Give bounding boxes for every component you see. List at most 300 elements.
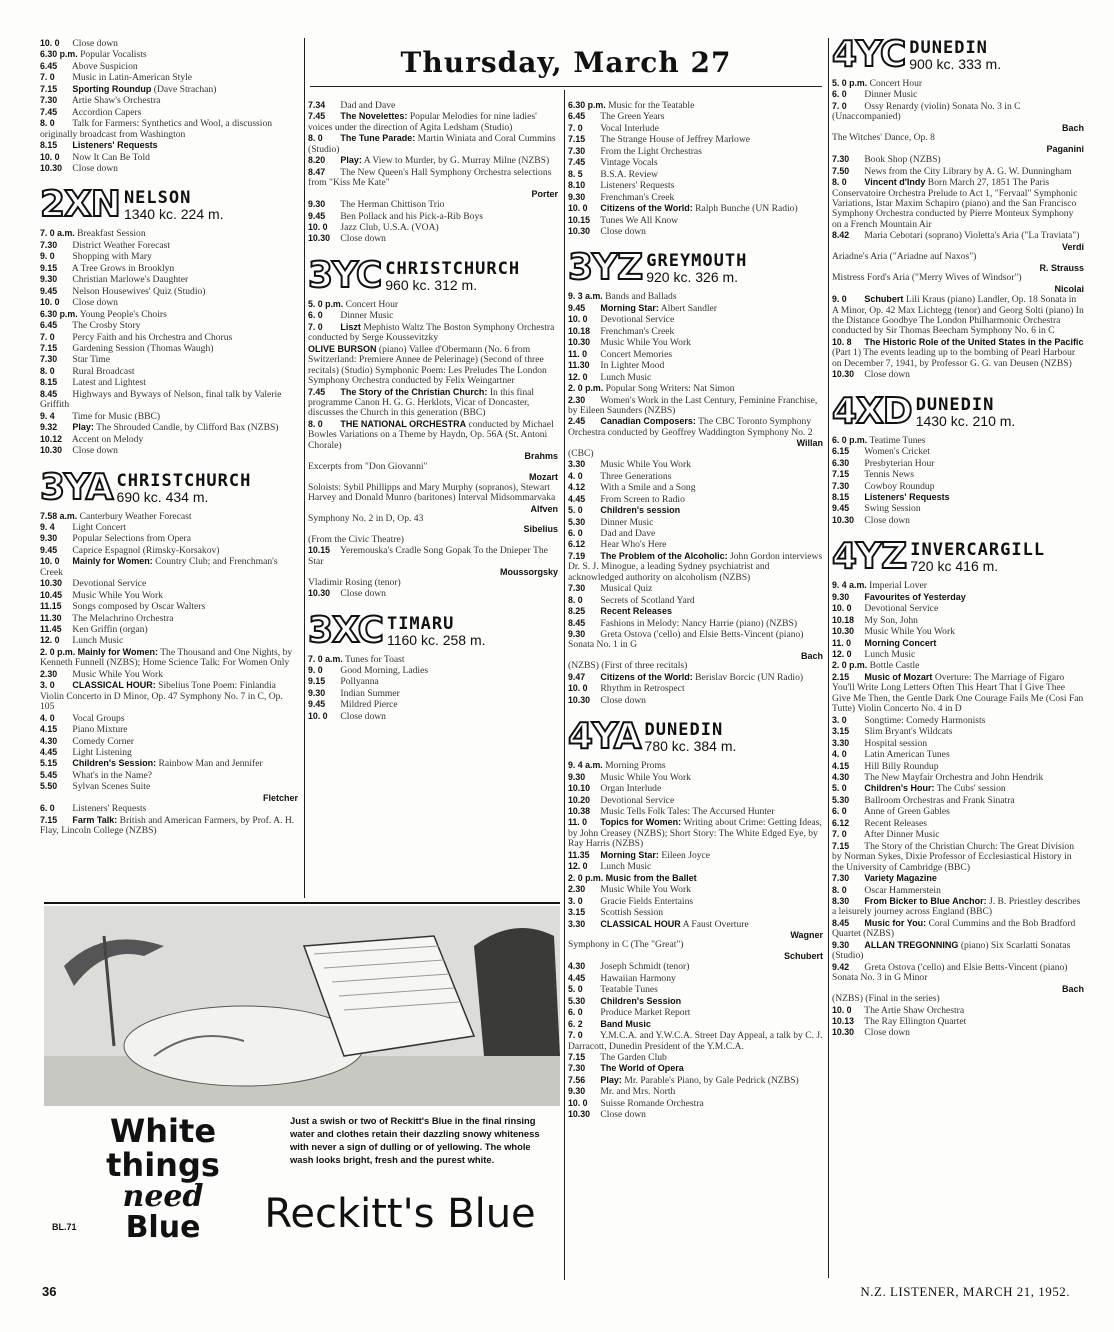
station-callsign: 3YZ [568,247,643,289]
program-entry [308,344,558,387]
program-time: 6. 0 p.m. [832,434,868,445]
program-title: Close down [72,38,118,49]
program-time: 9.45 [308,699,326,710]
station-header-3xc [308,609,558,651]
program-highlight: Morning Star: [600,849,659,860]
program-time: 9.30 [568,1086,586,1097]
program-title: Maria Cebotari (soprano) Violetta's Aria ("La Traviata") [864,230,1080,242]
program-entry [308,322,558,344]
program-title: Music While You Work [600,771,691,783]
station-header-4ya [568,716,823,758]
station-header-4yz [832,536,1084,578]
program-entry [568,783,823,794]
program-title: Time for Music (BBC) [72,410,161,422]
reckitts-blue-advertisement [44,902,560,1240]
program-time: 8.30 [832,896,850,906]
program-title: Eileen Joyce [661,849,711,861]
program-entry [568,919,823,941]
program-time: 5.30 [568,516,586,527]
program-entry [568,1007,823,1018]
program-title: The Crosby Story [72,320,141,332]
program-title: Music for the Teatable [608,100,695,111]
program-time: 12. 0 [568,371,588,382]
program-title: A Faust Overture [682,918,749,930]
station-callsign: 3YC [308,254,382,296]
program-entry [568,303,823,314]
program-time: 7.58 a.m. [40,510,78,521]
program-title: The Strange House of Jeffrey Marlowe [600,134,751,146]
program-title: Lunch Music [72,635,124,647]
program-highlight: The World of Opera [600,1063,684,1074]
program-time: 10.30 [832,514,855,525]
station-frequency: 900 kc. 333 m. [909,56,1002,72]
program-title: (piano) Six Scarlatti Sonatas (Studio) [832,939,1071,962]
program-entry [568,672,823,683]
program-entry [832,1005,1084,1016]
program-title: Star Time [72,354,110,366]
station-city: DUNEDIN [915,394,995,415]
program-entry [40,389,298,411]
program-time: 10. 0 [832,603,852,614]
program-time: 10. 0 [832,1004,852,1015]
program-entry [568,291,823,302]
program-time: 6. 0 [832,806,847,817]
ad-headline-line: Blue [125,1210,201,1240]
program-time: 8.15 [40,377,58,388]
program-time: 8.45 [40,388,58,399]
program-title: Mephisto Waltz The Boston Symphony Orchestra conducted by Serge Koussevitzky [308,321,555,344]
program-entry [568,896,823,907]
program-highlight: Variety Magazine [864,873,937,884]
ad-illustration [44,906,560,1106]
program-entry [568,169,823,180]
program-entry [832,660,1084,671]
program-entry [568,482,823,493]
program-entry [568,123,823,134]
program-entry [40,669,298,680]
program-entry [832,638,1084,649]
program-time: 7.30 [568,583,586,594]
program-highlight: Play: [340,155,362,166]
program-title: Listeners' Requests [600,180,675,192]
column-divider [828,38,829,1278]
program-time: 5. 0 [568,984,583,995]
composer-credit: Bach [1061,122,1084,133]
program-title: Albert Sandler [660,302,717,314]
program-entry [40,377,298,388]
program-title: Christian Marlowe's Daughter [72,274,189,286]
program-title: Music While You Work [600,337,691,349]
program-title: Symphony No. 2 in D, Op. 43 [308,512,424,524]
program-title: The Ray Ellington Quartet [864,1015,967,1027]
program-title: Recent Releases [864,817,928,829]
program-title: Symphony in C (The "Great") [568,939,684,951]
program-title: Morning Proms [605,760,666,772]
program-entry [308,155,558,166]
program-title: The CBC Toronto Symphony Orchestra conducted by Geoffrey Waddington Symphony No. 2 [568,416,813,438]
program-title: Martin Winiata and Coral Cummins (Studio) [308,133,556,155]
program-title: (Part 1) The events leading up to the bombing of Pearl Harbour on December 7, 1941, by Professor G. G. van Deusen (NZBS) [832,347,1076,369]
program-title: Presbyterian Hour [864,457,935,469]
program-title: Latest and Lightest [72,377,146,389]
program-title: Gardening Session (Thomas Waugh) [72,342,214,354]
program-entry [568,146,823,157]
program-title: Devotional Service [600,794,675,806]
ad-photograph [44,906,560,1106]
program-list [40,38,298,174]
composer-credit: Schubert [783,950,823,961]
program-entry [568,349,823,360]
program-title: Hear Who's Here [600,539,667,551]
program-entry [40,72,298,83]
program-entry [832,580,1084,591]
program-entry [832,649,1084,660]
program-list [568,100,823,237]
program-time: 10.30 [568,694,591,705]
program-title: Secrets of Scotland Yard [600,594,695,606]
program-entry [40,680,298,712]
program-entry [568,505,823,516]
program-time: 6.12 [568,539,586,550]
program-entry [832,515,1084,526]
program-entry [40,343,298,354]
composer-credit: R. Strauss [1039,262,1084,273]
program-time: 2. 0 p.m. [568,383,604,394]
program-title: Ralph Bunche (UN Radio) [695,203,798,215]
program-time: 10.30 [40,578,63,589]
program-time: 7.50 [832,165,850,176]
program-highlight: Topics for Women: [600,817,682,828]
program-entry [832,885,1084,896]
program-title: Lunch Music [600,371,652,383]
program-time: 11. 0 [568,348,588,359]
program-entry [40,84,298,95]
ad-brand-name: Reckitt's Blue [264,1191,536,1237]
program-entry [40,309,298,320]
program-title: The Cubs' session [936,783,1006,795]
composer-credit: Paganini [1046,143,1084,154]
station-frequency: 920 kc. 326 m. [646,269,739,286]
program-entry [568,817,823,849]
column-divider [304,38,305,898]
program-entry [568,1075,823,1086]
program-title: Frenchman's Creek [600,191,675,203]
program-time: 10. 0 [40,297,60,308]
station-header-4xd [832,390,1084,432]
composer-credit: Wagner [790,930,823,940]
program-list [832,435,1084,527]
program-highlight: Listeners' Requests [864,491,950,502]
program-title: Popular Selections from Opera [72,533,191,545]
program-time: 4. 0 [40,712,55,723]
program-title: Women's Work in the Last Century, Feminine Franchise, by Eileen Saunders (NZBS) [568,394,818,416]
program-title: Organ Interlude [600,783,662,795]
program-entry [40,578,298,589]
program-entry [308,299,558,310]
program-title: B.S.A. Review [600,168,658,180]
program-title: The Story of the Christian Church: The Great Division by Norman Sykes, Dixie Professor of Ecclesiastical History in the University of Cambridge (BBC) [832,840,1075,873]
program-title: Close down [340,233,386,245]
program-entry [308,111,558,133]
program-time: 10.13 [832,1015,855,1026]
program-highlight: Sporting Roundup [72,83,152,94]
program-time: 8. 0 [832,177,847,188]
program-title: Swing Session [864,503,921,515]
program-time: 9. 4 a.m. [568,760,603,771]
program-time: 8. 0 [308,418,323,429]
program-title: Vladimir Rosing (tenor) [308,576,401,588]
program-highlight: Favourites of Yesterday [864,591,966,602]
program-title: Close down [72,297,118,309]
program-highlight: From Bicker to Blue Anchor: [864,896,987,906]
program-title: Rainbow Man and Jennifer [158,758,263,770]
program-time: 6. 0 [308,310,323,321]
program-entry [40,163,298,174]
program-entry [832,726,1084,737]
program-title: A View to Murder, by G. Murray Milne (NZBS) [363,155,550,167]
program-highlight: The Tune Parade: [340,133,416,144]
program-entry [568,940,823,961]
program-title: Cowboy Roundup [864,480,935,492]
program-entry [832,133,1084,154]
program-entry [568,337,823,348]
program-title: Caprice Espagnol (Rimsky-Korsakov) [72,544,220,556]
program-entry [568,459,823,470]
program-entry [568,661,823,671]
program-title: Devotional Service [72,578,147,590]
program-title: Imperial Lover [869,580,927,592]
program-entry [40,320,298,331]
program-entry [568,595,823,606]
program-time: 7.30 [40,354,58,365]
program-list [832,580,1084,1039]
program-time: 10.38 [568,806,591,817]
program-entry [568,215,823,226]
station-frequency: 720 kc 416 m. [910,558,999,575]
program-time: 9.30 [568,191,586,202]
program-highlight: Citizens of the World: [600,203,693,214]
program-entry [568,192,823,203]
program-time: 4.45 [568,972,586,983]
program-entry [832,273,1084,294]
station-city: TIMARU [386,613,455,634]
program-entry [40,118,298,140]
program-time: 6.15 [832,446,850,457]
program-time: 3. 0 [832,714,847,725]
program-highlight: Band Music [600,1018,651,1029]
program-title: Lunch Music [600,861,652,873]
program-title: Teatable Tunes [600,984,658,996]
station-frequency: 1160 kc. 258 m. [386,631,486,648]
program-time: 10. 0 [308,221,328,232]
program-entry [568,449,823,459]
program-highlight: ALLAN TREGONNING [864,939,959,950]
program-entry [832,603,1084,614]
program-time: 5. 0 p.m. [832,78,868,88]
program-time: 3. 0 [40,680,55,691]
program-time: 11.45 [40,624,62,635]
program-time: 9.45 [40,285,58,296]
program-title: Bands and Ballads [605,291,677,303]
program-entry [832,592,1084,603]
program-entry [40,647,298,669]
program-time: 10. 0 [40,151,60,162]
program-highlight: Children's Session: [72,758,157,769]
program-highlight: Farm Talk: [72,814,118,825]
program-title: Listeners' Requests [72,803,147,815]
program-time: 7. 0 a.m. [308,653,343,664]
program-entry [832,873,1084,884]
program-time: 8.20 [308,155,326,166]
program-entry [568,314,823,325]
program-title: Close down [72,162,118,174]
program-title: Tunes for Toast [344,653,405,665]
program-entry [308,167,558,199]
program-entry [40,713,298,724]
program-entry [308,699,558,710]
program-entry [40,228,298,239]
program-time: 6.30 p.m. [40,49,78,60]
program-title: The Green Years [600,111,665,123]
program-title: Fashions in Melody: Nancy Harrie (piano) (NZBS) [600,617,798,629]
program-highlight: Children's session [600,505,681,516]
program-highlight: The Historic Role of the United States in the Pacific [864,336,1084,347]
program-time: 10.30 [832,1027,855,1038]
program-highlight: The Story of the Christian Church: [340,386,488,397]
program-entry [40,354,298,365]
program-highlight: CLASSICAL HOUR: [72,680,156,691]
program-entry [832,783,1084,794]
program-title: Popular Melodies for nine ladies' voices under the direction of Agita Ledsham (Studio) [308,111,537,133]
program-time: 3.30 [568,459,586,470]
program-title: Close down [600,694,646,706]
program-title: Bottle Castle [869,660,920,672]
program-entry [568,583,823,594]
program-title: Music While You Work [864,626,955,638]
program-time: 9.30 [40,274,58,285]
program-time: 6.45 [40,320,58,331]
program-title: (piano) Vallee d'Obermann (No. 6 from Switzerland: Premiere Annee de Pelerinage) (Second of three recitals) (Studio) Symphonic Poem: Les Preludes The London Symphony Orchestra conducted by Felix Weingartner [308,343,547,387]
program-entry [308,100,558,111]
program-title: Close down [72,445,118,457]
program-entry [832,492,1084,503]
program-entry [308,462,558,483]
program-time: 9.47 [568,671,586,682]
program-time: 10. 0 [40,556,60,567]
program-entry [568,850,823,861]
program-entry [832,177,1084,230]
program-time: 2. 0 p.m. [832,660,868,671]
program-entry [832,761,1084,772]
program-time: 10.12 [40,433,63,444]
program-entry [40,511,298,522]
program-title: Dinner Music [600,516,654,528]
program-title: Scottish Session [600,907,664,919]
program-title: From Screen to Radio [600,493,685,505]
program-entry [568,695,823,706]
program-highlight: Morning Concert [864,637,937,648]
program-time: 3.15 [832,726,850,737]
program-entry [40,286,298,297]
program-highlight: Play: [72,422,94,433]
composer-credit: Alfven [530,503,558,514]
program-title: (Dave Strachan) [153,83,217,95]
program-time: 9. 4 [40,410,55,421]
program-entry [308,654,558,665]
program-list [832,78,1084,381]
program-title: Produce Market Report [600,1007,691,1019]
program-entry [308,588,558,599]
program-title: Close down [340,588,386,600]
program-title: Musical Quiz [600,583,653,595]
program-time: 8.25 [568,606,586,617]
program-time: 7.15 [40,83,58,94]
program-title: Gracie Fields Entertains [600,895,694,907]
station-callsign: 2XN [40,184,120,226]
program-time: 10.30 [308,233,331,244]
program-time: 4.45 [568,493,586,504]
station-city: CHRISTCHURCH [116,470,252,491]
program-time: 4.45 [40,747,58,758]
program-title: Concert Hour [345,298,399,310]
program-title: Ossy Renardy (violin) Sonata No. 3 in C (Unaccompanied) [832,100,1021,123]
column-3 [568,100,823,1121]
program-time: 7.30 [568,1063,586,1074]
program-entry [832,962,1084,994]
composer-credit: Verdi [1061,241,1084,252]
program-time: 10.30 [308,588,331,599]
program-entry [832,446,1084,457]
program-entry [568,1098,823,1109]
program-title: Slim Bryant's Wildcats [864,726,953,738]
program-entry [832,252,1084,273]
station-frequency: 780 kc. 384 m. [644,738,737,755]
program-entry [40,49,298,60]
program-highlight: Music of Mozart [864,671,933,682]
program-entry [832,469,1084,480]
program-time: 5.50 [40,781,58,792]
program-title: (CBC) [568,447,594,459]
program-time: 8.42 [832,230,850,241]
composer-credit: Bach [1061,983,1084,994]
program-entry [40,422,298,433]
station-callsign: 4XD [832,390,912,432]
program-time: 2. 0 p.m. [568,872,604,883]
program-entry [568,395,823,417]
program-list [568,291,823,706]
program-time: 5. 0 [568,505,583,516]
program-entry [832,829,1084,840]
program-entry [40,545,298,556]
program-time: 7. 0 [568,122,583,133]
program-time: 2.30 [568,394,586,405]
program-entry [832,154,1084,165]
program-time: 9.30 [832,939,850,950]
program-time: 6.30 [832,457,850,468]
program-entry [568,134,823,145]
program-title: Dad and Dave [600,527,656,539]
program-time: 4. 0 [832,749,847,760]
program-entry [832,795,1084,806]
program-entry [40,95,298,106]
composer-credit: Bach [800,650,823,661]
program-title: Nelson Housewives' Quiz (Studio) [72,285,206,297]
station-city: GREYMOUTH [646,251,748,272]
program-entry [832,841,1084,873]
program-entry [832,294,1084,337]
program-title: Yeremouska's Cradle Song Gopak To the Dnieper The Star [308,545,548,567]
program-entry [568,884,823,895]
